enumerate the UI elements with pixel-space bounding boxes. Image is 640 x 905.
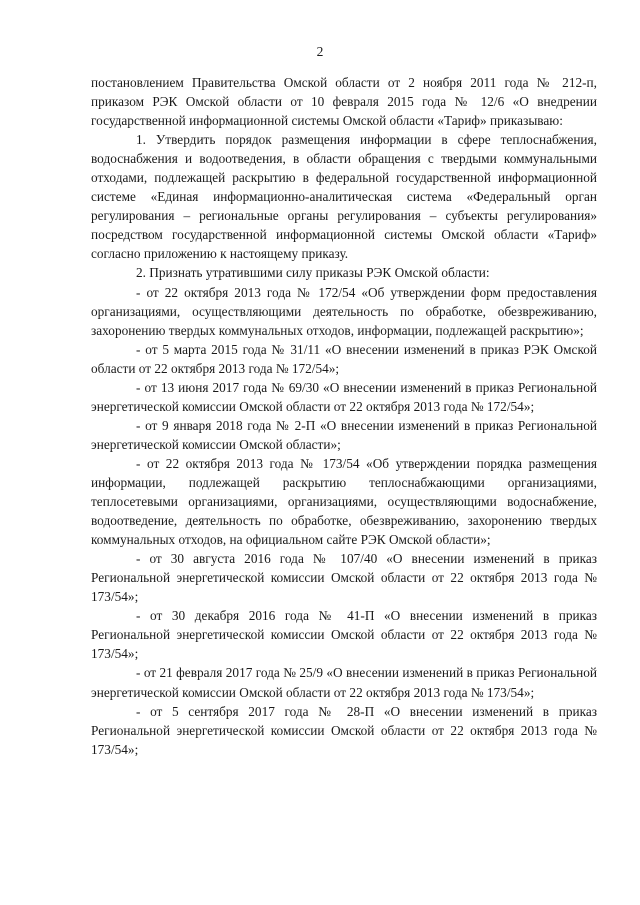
list-item-order-107-40: - от 30 августа 2016 года № 107/40 «О внесении изменений в приказ Региональной энергетической комиссии Омской области от 22 октября 2013 года № 173/54»; [91, 551, 597, 605]
list-item-order-25-9: - от 21 февраля 2017 года № 25/9 «О внесении изменений в приказ Региональной энергетической комиссии Омской области от 22 октября 2013 года № 173/54»; [91, 665, 597, 700]
list-item-order-41-p: - от 30 декабря 2016 года № 41-П «О внесении изменений в приказ Региональной энергетической комиссии Омской области от 22 октября 2013 года № 173/54»; [91, 608, 597, 662]
list-item-order-69-30: - от 13 июня 2017 года № 69/30 «О внесении изменений в приказ Региональной энергетической комиссии Омской области от 22 октября 2013 года № 172/54»; [91, 379, 597, 414]
list-item-order-28-p: - от 5 сентября 2017 года № 28-П «О внесении изменений в приказ Региональной энергетической комиссии Омской области от 22 октября 2013 года № 173/54»; [91, 703, 597, 757]
list-item-order-173-54: - от 22 октября 2013 года № 173/54 «Об утверждении порядка размещения информации, подлежащей раскрытию теплоснабжающими организациями, теплосетевыми организациями, организациями, осуществляющими водоснабжение, водоотведение, деятельность по обработке, обезвреживанию, захоронению твердых коммунальных отходов, на официальном сайте РЭК Омской области»; [91, 455, 597, 548]
paragraph-item-2: 2. Признать утратившими силу приказы РЭК Омской области: [136, 265, 490, 281]
paragraph-preamble: постановлением Правительства Омской области от 2 ноября 2011 года № 212-п, приказом РЭК Омской области от 10 февраля 2015 года № 12/6 «О внедрении государственной информационной системы Омской области «Тариф» приказываю: [91, 75, 597, 129]
list-item-order-172-54: - от 22 октября 2013 года № 172/54 «Об утверждении форм предоставления организациями, осуществляющими деятельность по обработке, обезвреживанию, захоронению твердых коммунальных отходов, информации, подлежащей раскрытию»; [91, 284, 597, 338]
paragraph-item-1: 1. Утвердить порядок размещения информации в сфере теплоснабжения, водоснабжения и водоотведения, в области обращения с твердыми коммунальными отходами, подлежащей раскрытию в федеральной государственной информационной системе «Единая информационно-аналитическая система «Федеральный орган регулирования – региональные органы регулирования – субъекты регулирования» посредством государственной информационной системы Омской области «Тариф» согласно приложению к настоящему приказу. [91, 132, 597, 262]
document-body [91, 73, 597, 759]
list-item-order-31-11: - от 5 марта 2015 года № 31/11 «О внесении изменений в приказ РЭК Омской области от 22 октября 2013 года № 172/54»; [91, 341, 597, 376]
page-number: 2 [316, 44, 324, 59]
list-item-order-2-p: - от 9 января 2018 года № 2-П «О внесении изменений в приказ Региональной энергетической комиссии Омской области»; [91, 417, 597, 452]
